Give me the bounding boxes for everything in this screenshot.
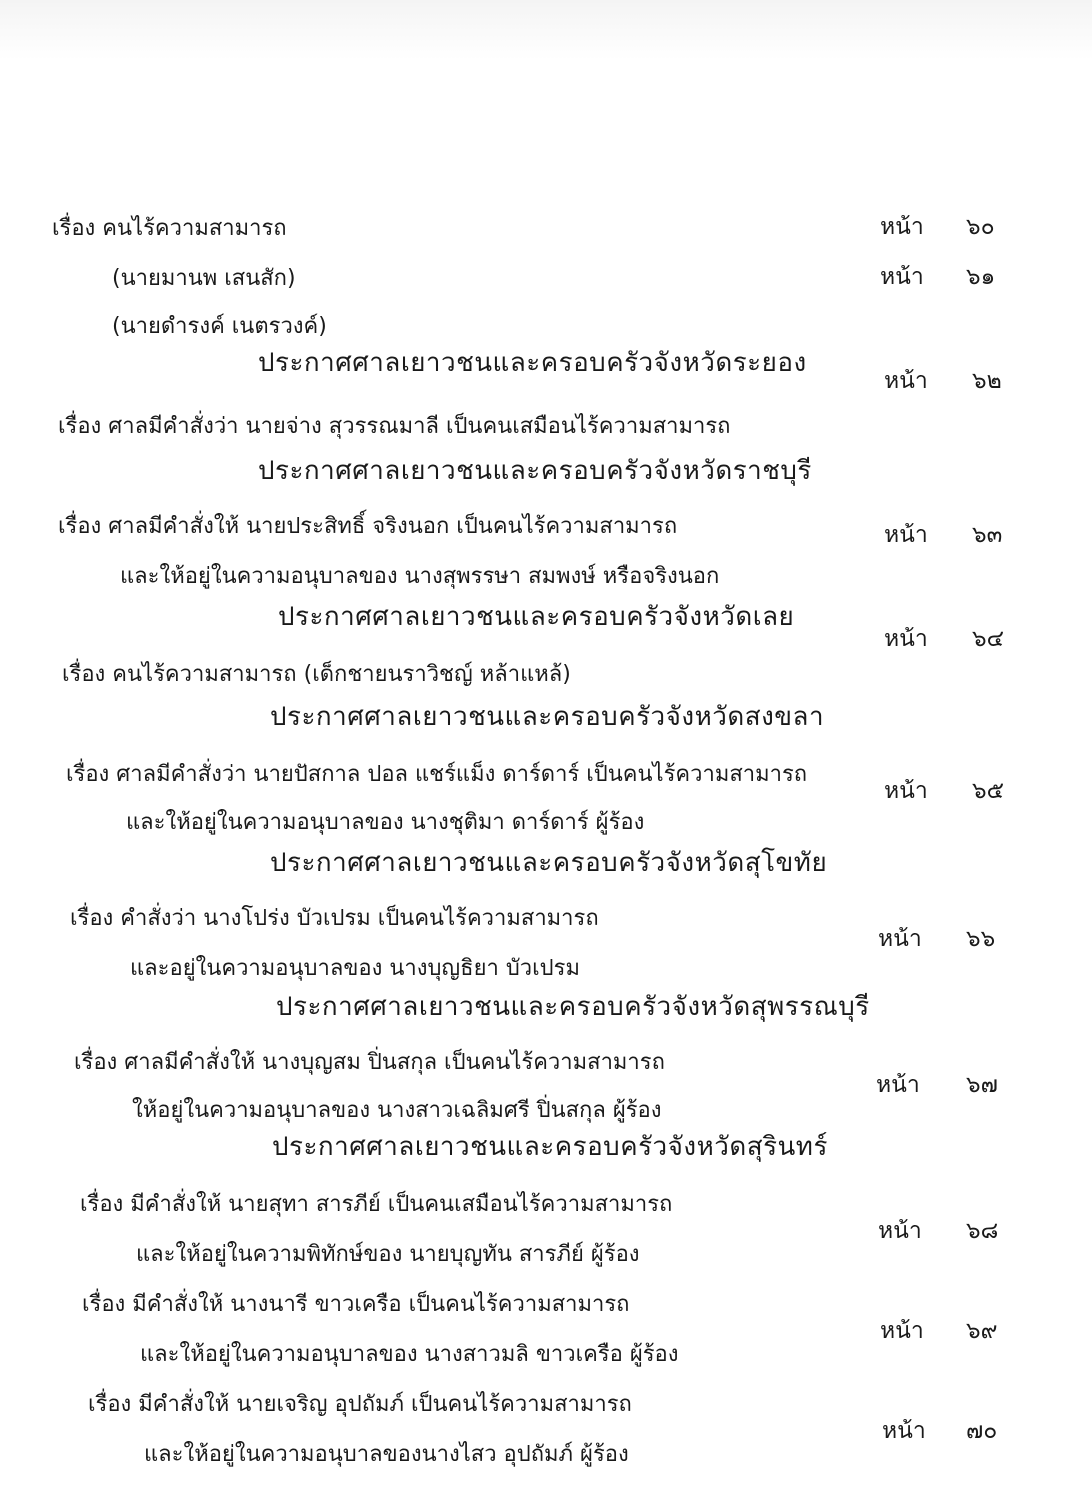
page-label: หน้า — [876, 1072, 920, 1098]
page-number: ๖๗ — [966, 1072, 998, 1098]
page-number: ๖๐ — [966, 214, 995, 240]
page-label: หน้า — [880, 214, 924, 240]
entry-name: (นายดำรงค์ เนตรวงค์) — [112, 314, 327, 339]
page-number: ๖๒ — [972, 368, 1002, 394]
entry-detail: ให้อยู่ในความอนุบาลของ นางสาวเฉลิมศรี ปิ่นสกุล ผู้ร้อง — [132, 1098, 662, 1123]
page-number: ๖๙ — [966, 1318, 998, 1344]
section-heading: ประกาศศาลเยาวชนและครอบครัวจังหวัดสงขลา — [270, 702, 825, 732]
entry-detail: และให้อยู่ในความอนุบาลของ นางชุติมา ดาร์ดาร์ ผู้ร้อง — [126, 810, 645, 835]
page-number: ๗๐ — [966, 1418, 998, 1444]
entry-detail: และให้อยู่ในความอนุบาลของ นางสาวมลิ ขาวเครือ ผู้ร้อง — [140, 1342, 679, 1367]
page-number: ๖๖ — [966, 926, 996, 952]
section-heading: ประกาศศาลเยาวชนและครอบครัวจังหวัดสุพรรณบุรี — [276, 992, 870, 1022]
entry-detail: และอยู่ในความอนุบาลของ นางบุญธิยา บัวเปรม — [130, 956, 580, 981]
entry-subject: เรื่อง คนไร้ความสามารถ — [52, 216, 287, 241]
entry-subject: เรื่อง ศาลมีคำสั่งให้ นายประสิทธิ์ จริงนอก เป็นคนไร้ความสามารถ — [58, 514, 678, 539]
entry-subject: เรื่อง มีคำสั่งให้ นางนารี ขาวเครือ เป็นคนไร้ความสามารถ — [82, 1292, 630, 1317]
page-number: ๖๔ — [972, 626, 1005, 652]
page-number: ๖๑ — [966, 264, 996, 290]
page-label: หน้า — [878, 926, 922, 952]
entry-name: (นายมานพ เสนสัก) — [112, 266, 296, 291]
section-heading: ประกาศศาลเยาวชนและครอบครัวจังหวัดระยอง — [258, 348, 807, 378]
page-label: หน้า — [884, 522, 928, 548]
page-number: ๖๓ — [972, 522, 1003, 548]
page-label: หน้า — [880, 264, 924, 290]
section-heading: ประกาศศาลเยาวชนและครอบครัวจังหวัดเลย — [278, 602, 795, 632]
entry-detail: และให้อยู่ในความอนุบาลของนางไสว อุปถัมภ์ ผู้ร้อง — [144, 1442, 629, 1467]
section-heading: ประกาศศาลเยาวชนและครอบครัวจังหวัดสุรินทร์ — [272, 1132, 828, 1162]
section-heading: ประกาศศาลเยาวชนและครอบครัวจังหวัดสุโขทัย — [270, 848, 828, 878]
entry-subject: เรื่อง คนไร้ความสามารถ (เด็กชายนราวิชญ์ หล้าแหล้) — [62, 662, 571, 687]
section-heading: ประกาศศาลเยาวชนและครอบครัวจังหวัดราชบุรี — [258, 456, 812, 486]
entry-subject: เรื่อง ศาลมีคำสั่งว่า นายจ่าง สุวรรณมาลี เป็นคนเสมือนไร้ความสามารถ — [58, 414, 731, 439]
page-label: หน้า — [878, 1218, 922, 1244]
entry-subject: เรื่อง มีคำสั่งให้ นายเจริญ อุปถัมภ์ เป็นคนไร้ความสามารถ — [88, 1392, 632, 1417]
entry-subject: เรื่อง มีคำสั่งให้ นายสุทา สารภีย์ เป็นคนเสมือนไร้ความสามารถ — [80, 1192, 673, 1217]
entry-subject: เรื่อง ศาลมีคำสั่งว่า นายปัสกาล ปอล แชร์แม็ง ดาร์ดาร์ เป็นคนไร้ความสามารถ — [66, 762, 808, 787]
page-label: หน้า — [882, 1418, 926, 1444]
entry-detail: และให้อยู่ในความพิทักษ์ของ นายบุญทัน สารภีย์ ผู้ร้อง — [136, 1242, 640, 1267]
page-label: หน้า — [884, 778, 928, 804]
entry-subject: เรื่อง ศาลมีคำสั่งให้ นางบุญสม ปิ่นสกุล เป็นคนไร้ความสามารถ — [74, 1050, 665, 1075]
page-number: ๖๘ — [966, 1218, 999, 1244]
page-label: หน้า — [884, 626, 928, 652]
page-number: ๖๕ — [972, 778, 1005, 804]
entry-subject: เรื่อง คำสั่งว่า นางโปร่ง บัวเปรม เป็นคนไร้ความสามารถ — [70, 906, 599, 931]
page-label: หน้า — [880, 1318, 924, 1344]
page-label: หน้า — [884, 368, 928, 394]
entry-detail: และให้อยู่ในความอนุบาลของ นางสุพรรษา สมพงษ์ หรือจริงนอก — [120, 564, 720, 589]
